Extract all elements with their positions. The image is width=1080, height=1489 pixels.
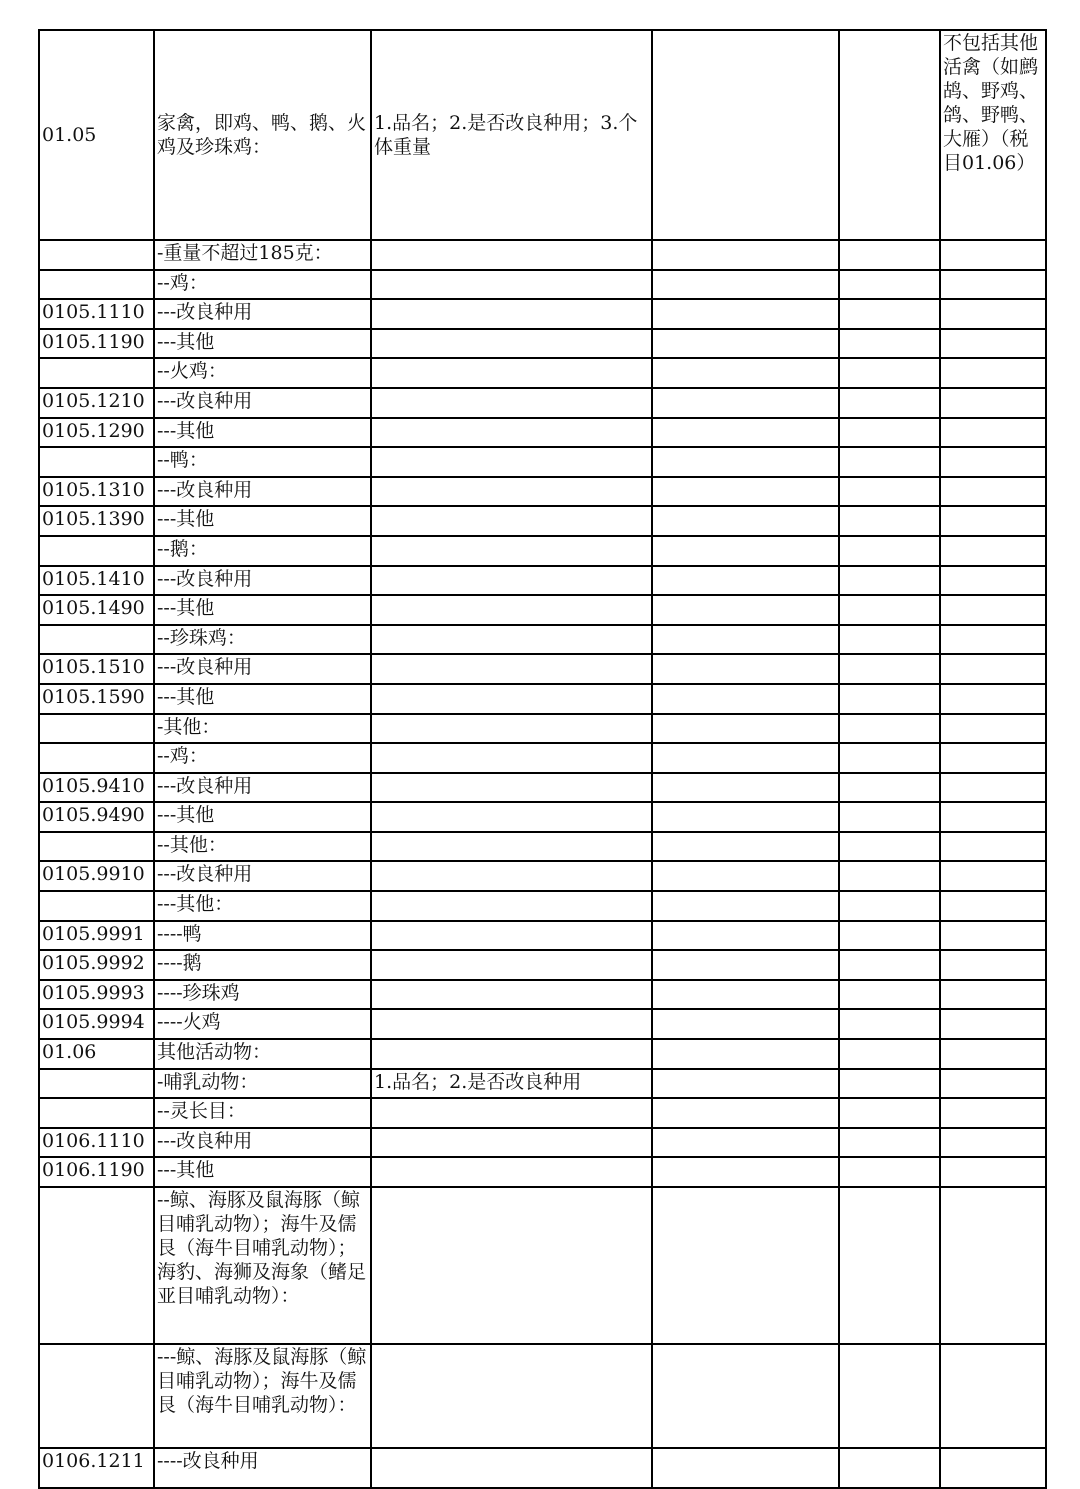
row-empty-cell	[940, 299, 1046, 329]
row-code: 0105.1490	[39, 595, 154, 625]
table-row	[39, 447, 1046, 477]
row-empty-cell	[839, 506, 940, 536]
row-code: 0106.1110	[39, 1128, 154, 1158]
table-row	[39, 566, 1046, 596]
row-declaration-elements	[371, 388, 652, 418]
row-declaration-elements	[371, 329, 652, 359]
row-empty-cell	[839, 832, 940, 862]
row-description: --鸡：	[154, 743, 371, 773]
row-code: 0105.1210	[39, 388, 154, 418]
row-empty-cell	[940, 714, 1046, 744]
row-empty-cell	[839, 299, 940, 329]
row-empty-cell	[652, 240, 839, 270]
row-declaration-elements	[371, 1157, 652, 1187]
row-declaration-elements	[371, 773, 652, 803]
row-declaration-elements	[371, 477, 652, 507]
row-empty-cell	[839, 773, 940, 803]
row-declaration-elements	[371, 418, 652, 448]
row-empty-cell	[940, 980, 1046, 1010]
row-empty-cell	[940, 388, 1046, 418]
row-empty-cell	[839, 566, 940, 596]
row-code: 0105.1190	[39, 329, 154, 359]
row-code	[39, 1344, 154, 1448]
row-description: ---改良种用	[154, 299, 371, 329]
row-empty-cell	[652, 861, 839, 891]
row-empty-cell	[652, 773, 839, 803]
table-row	[39, 1187, 1046, 1344]
row-declaration-elements	[371, 506, 652, 536]
row-empty-cell	[839, 1039, 940, 1069]
row-description: --灵长目：	[154, 1098, 371, 1128]
row-empty-cell	[940, 595, 1046, 625]
table-row	[39, 418, 1046, 448]
row-description: ---其他	[154, 506, 371, 536]
row-empty-cell	[652, 921, 839, 951]
row-description: ---改良种用	[154, 477, 371, 507]
row-description: ----改良种用	[154, 1448, 371, 1488]
row-description: --鸡：	[154, 270, 371, 300]
row-empty-cell	[940, 1128, 1046, 1158]
row-empty-cell	[839, 654, 940, 684]
row-description: ---其他	[154, 329, 371, 359]
row-description: ---其他	[154, 418, 371, 448]
row-empty-cell	[839, 418, 940, 448]
row-description: ---改良种用	[154, 1128, 371, 1158]
row-empty-cell	[940, 1069, 1046, 1099]
row-declaration-elements: 1.品名；2.是否改良种用	[371, 1069, 652, 1099]
table-row	[39, 1448, 1046, 1488]
row-empty-cell	[940, 654, 1046, 684]
table-row	[39, 1157, 1046, 1187]
row-code	[39, 270, 154, 300]
row-description: --鹅：	[154, 536, 371, 566]
row-description: ---其他	[154, 595, 371, 625]
row-code: 0106.1190	[39, 1157, 154, 1187]
row-code: 0105.9410	[39, 773, 154, 803]
table-row	[39, 861, 1046, 891]
row-empty-cell	[652, 714, 839, 744]
row-empty-cell	[839, 861, 940, 891]
row-empty-cell	[652, 891, 839, 921]
row-empty-cell	[652, 329, 839, 359]
row-empty-cell	[652, 684, 839, 714]
row-empty-cell	[652, 980, 839, 1010]
row-declaration-elements	[371, 743, 652, 773]
row-code: 01.06	[39, 1039, 154, 1069]
row-description: ---改良种用	[154, 566, 371, 596]
row-empty-cell	[940, 861, 1046, 891]
row-empty-cell	[940, 1157, 1046, 1187]
table-row	[39, 358, 1046, 388]
row-description: ---其他	[154, 802, 371, 832]
row-declaration-elements	[371, 1187, 652, 1344]
row-description: ---其他	[154, 1157, 371, 1187]
row-code: 0105.1290	[39, 418, 154, 448]
row-code	[39, 625, 154, 655]
row-empty-cell	[839, 1098, 940, 1128]
row-empty-cell	[652, 1187, 839, 1344]
table-row	[39, 773, 1046, 803]
row-description: 其他活动物：	[154, 1039, 371, 1069]
row-empty-cell	[839, 1344, 940, 1448]
row-empty-cell	[652, 1039, 839, 1069]
row-empty-cell	[940, 270, 1046, 300]
row-description: -哺乳动物：	[154, 1069, 371, 1099]
row-description: ---改良种用	[154, 861, 371, 891]
row-empty-cell	[652, 1009, 839, 1039]
row-declaration-elements	[371, 1009, 652, 1039]
row-empty-cell	[940, 950, 1046, 980]
row-code	[39, 536, 154, 566]
row-declaration-elements	[371, 950, 652, 980]
row-empty-cell	[839, 1157, 940, 1187]
row-code: 0105.1310	[39, 477, 154, 507]
row-empty-cell	[839, 358, 940, 388]
row-empty-cell	[940, 684, 1046, 714]
table-row	[39, 329, 1046, 359]
row-empty-cell	[652, 743, 839, 773]
row-code: 0105.9490	[39, 802, 154, 832]
row-empty-cell	[839, 329, 940, 359]
row-empty-cell	[940, 566, 1046, 596]
row-declaration-elements	[371, 1039, 652, 1069]
row-code: 0105.1410	[39, 566, 154, 596]
row-description: --火鸡：	[154, 358, 371, 388]
table-row	[39, 1098, 1046, 1128]
row-empty-cell	[652, 950, 839, 980]
table-row	[39, 891, 1046, 921]
row-empty-cell	[652, 595, 839, 625]
row-description: ----鹅	[154, 950, 371, 980]
row-empty-cell	[652, 802, 839, 832]
table-row	[39, 595, 1046, 625]
row-empty-cell	[839, 1187, 940, 1344]
row-empty-cell	[940, 477, 1046, 507]
row-empty-cell	[839, 625, 940, 655]
row-empty-cell	[652, 418, 839, 448]
table-row	[39, 802, 1046, 832]
row-empty-cell	[940, 743, 1046, 773]
row-empty-cell	[839, 447, 940, 477]
row-empty-cell	[940, 358, 1046, 388]
row-empty-cell	[940, 1448, 1046, 1488]
table-row	[39, 832, 1046, 862]
table-row	[39, 743, 1046, 773]
row-empty-cell	[839, 921, 940, 951]
row-empty-cell	[940, 536, 1046, 566]
row-declaration-elements	[371, 1448, 652, 1488]
row-empty-cell	[652, 832, 839, 862]
row-description: ---其他：	[154, 891, 371, 921]
header-empty-cell	[652, 30, 839, 240]
row-description: ---改良种用	[154, 773, 371, 803]
row-empty-cell	[839, 1128, 940, 1158]
row-empty-cell	[940, 1039, 1046, 1069]
row-description: --鲸、海豚及鼠海豚（鲸目哺乳动物）；海牛及儒艮（海牛目哺乳动物）；海豹、海狮及海象（鳍足亚目哺乳动物）：	[154, 1187, 371, 1344]
row-empty-cell	[940, 418, 1046, 448]
row-declaration-elements	[371, 861, 652, 891]
row-empty-cell	[839, 270, 940, 300]
row-declaration-elements	[371, 595, 652, 625]
row-declaration-elements	[371, 625, 652, 655]
row-description: --珍珠鸡：	[154, 625, 371, 655]
row-declaration-elements	[371, 1098, 652, 1128]
row-empty-cell	[652, 1448, 839, 1488]
row-empty-cell	[652, 447, 839, 477]
row-code: 0105.1390	[39, 506, 154, 536]
row-empty-cell	[839, 802, 940, 832]
row-empty-cell	[839, 388, 940, 418]
row-empty-cell	[940, 802, 1046, 832]
row-declaration-elements	[371, 891, 652, 921]
header-note: 不包括其他活禽（如鹧鸪、野鸡、鸽、野鸭、大雁）（税目01.06）	[940, 30, 1046, 240]
row-declaration-elements	[371, 654, 652, 684]
row-empty-cell	[652, 654, 839, 684]
row-code	[39, 358, 154, 388]
row-code: 0105.1510	[39, 654, 154, 684]
row-empty-cell	[940, 891, 1046, 921]
row-declaration-elements	[371, 921, 652, 951]
row-empty-cell	[839, 950, 940, 980]
row-empty-cell	[839, 684, 940, 714]
row-empty-cell	[940, 1344, 1046, 1448]
row-empty-cell	[652, 299, 839, 329]
table-row	[39, 1128, 1046, 1158]
row-code	[39, 240, 154, 270]
table-row	[39, 625, 1046, 655]
row-empty-cell	[652, 625, 839, 655]
row-empty-cell	[652, 1069, 839, 1099]
row-code: 0105.1110	[39, 299, 154, 329]
row-declaration-elements	[371, 447, 652, 477]
row-description: ----鸭	[154, 921, 371, 951]
table-row	[39, 980, 1046, 1010]
row-code: 0105.9991	[39, 921, 154, 951]
table-row	[39, 536, 1046, 566]
table-row	[39, 1039, 1046, 1069]
row-empty-cell	[839, 595, 940, 625]
row-declaration-elements	[371, 1344, 652, 1448]
table-row	[39, 714, 1046, 744]
row-code	[39, 1069, 154, 1099]
header-code: 01.05	[39, 30, 154, 240]
row-declaration-elements	[371, 566, 652, 596]
row-empty-cell	[940, 773, 1046, 803]
row-empty-cell	[940, 447, 1046, 477]
row-code	[39, 832, 154, 862]
row-empty-cell	[940, 832, 1046, 862]
row-declaration-elements	[371, 832, 652, 862]
row-declaration-elements	[371, 358, 652, 388]
row-declaration-elements	[371, 714, 652, 744]
row-code: 0105.9994	[39, 1009, 154, 1039]
row-description: -重量不超过185克：	[154, 240, 371, 270]
row-code	[39, 447, 154, 477]
row-empty-cell	[839, 1069, 940, 1099]
row-code	[39, 891, 154, 921]
tariff-table	[38, 29, 1047, 1489]
row-empty-cell	[652, 388, 839, 418]
table-row	[39, 654, 1046, 684]
header-row	[39, 30, 1046, 240]
row-declaration-elements	[371, 270, 652, 300]
row-empty-cell	[652, 270, 839, 300]
table-row	[39, 477, 1046, 507]
row-code: 0106.1211	[39, 1448, 154, 1488]
row-code: 0105.9993	[39, 980, 154, 1010]
row-empty-cell	[652, 506, 839, 536]
row-empty-cell	[652, 1128, 839, 1158]
row-empty-cell	[940, 506, 1046, 536]
row-declaration-elements	[371, 536, 652, 566]
table-row	[39, 950, 1046, 980]
row-description: ---改良种用	[154, 654, 371, 684]
row-description: ---其他	[154, 684, 371, 714]
row-code	[39, 743, 154, 773]
row-empty-cell	[940, 625, 1046, 655]
row-empty-cell	[652, 536, 839, 566]
table-row	[39, 388, 1046, 418]
row-description: ----珍珠鸡	[154, 980, 371, 1010]
table-row	[39, 299, 1046, 329]
row-empty-cell	[652, 566, 839, 596]
header-description: 家禽，即鸡、鸭、鹅、火鸡及珍珠鸡：	[154, 30, 371, 240]
row-empty-cell	[940, 1187, 1046, 1344]
table-row	[39, 684, 1046, 714]
table-row	[39, 1344, 1046, 1448]
row-empty-cell	[652, 1098, 839, 1128]
row-empty-cell	[839, 240, 940, 270]
row-empty-cell	[940, 1098, 1046, 1128]
row-empty-cell	[652, 477, 839, 507]
row-description: ---改良种用	[154, 388, 371, 418]
row-code: 0105.9992	[39, 950, 154, 980]
row-description: -其他：	[154, 714, 371, 744]
table-row	[39, 240, 1046, 270]
row-declaration-elements	[371, 980, 652, 1010]
row-empty-cell	[839, 980, 940, 1010]
table-row	[39, 1009, 1046, 1039]
row-declaration-elements	[371, 684, 652, 714]
row-declaration-elements	[371, 802, 652, 832]
row-empty-cell	[652, 1344, 839, 1448]
row-description: ----火鸡	[154, 1009, 371, 1039]
row-code	[39, 714, 154, 744]
row-empty-cell	[839, 714, 940, 744]
row-description: ---鲸、海豚及鼠海豚（鲸目哺乳动物）；海牛及儒艮（海牛目哺乳动物）：	[154, 1344, 371, 1448]
row-empty-cell	[940, 921, 1046, 951]
row-code: 0105.1590	[39, 684, 154, 714]
row-empty-cell	[940, 240, 1046, 270]
row-empty-cell	[839, 891, 940, 921]
header-empty-cell	[839, 30, 940, 240]
row-description: --其他：	[154, 832, 371, 862]
row-empty-cell	[839, 1009, 940, 1039]
row-empty-cell	[839, 1448, 940, 1488]
row-declaration-elements	[371, 1128, 652, 1158]
row-empty-cell	[940, 1009, 1046, 1039]
table-row	[39, 270, 1046, 300]
header-declaration-elements: 1.品名；2.是否改良种用；3.个体重量	[371, 30, 652, 240]
row-declaration-elements	[371, 299, 652, 329]
table-row	[39, 506, 1046, 536]
table-row	[39, 1069, 1046, 1099]
row-description: --鸭：	[154, 447, 371, 477]
row-empty-cell	[839, 536, 940, 566]
table-row	[39, 921, 1046, 951]
row-empty-cell	[652, 1157, 839, 1187]
row-code	[39, 1098, 154, 1128]
row-empty-cell	[839, 477, 940, 507]
row-code	[39, 1187, 154, 1344]
row-declaration-elements	[371, 240, 652, 270]
row-code: 0105.9910	[39, 861, 154, 891]
row-empty-cell	[940, 329, 1046, 359]
row-empty-cell	[839, 743, 940, 773]
row-empty-cell	[652, 358, 839, 388]
